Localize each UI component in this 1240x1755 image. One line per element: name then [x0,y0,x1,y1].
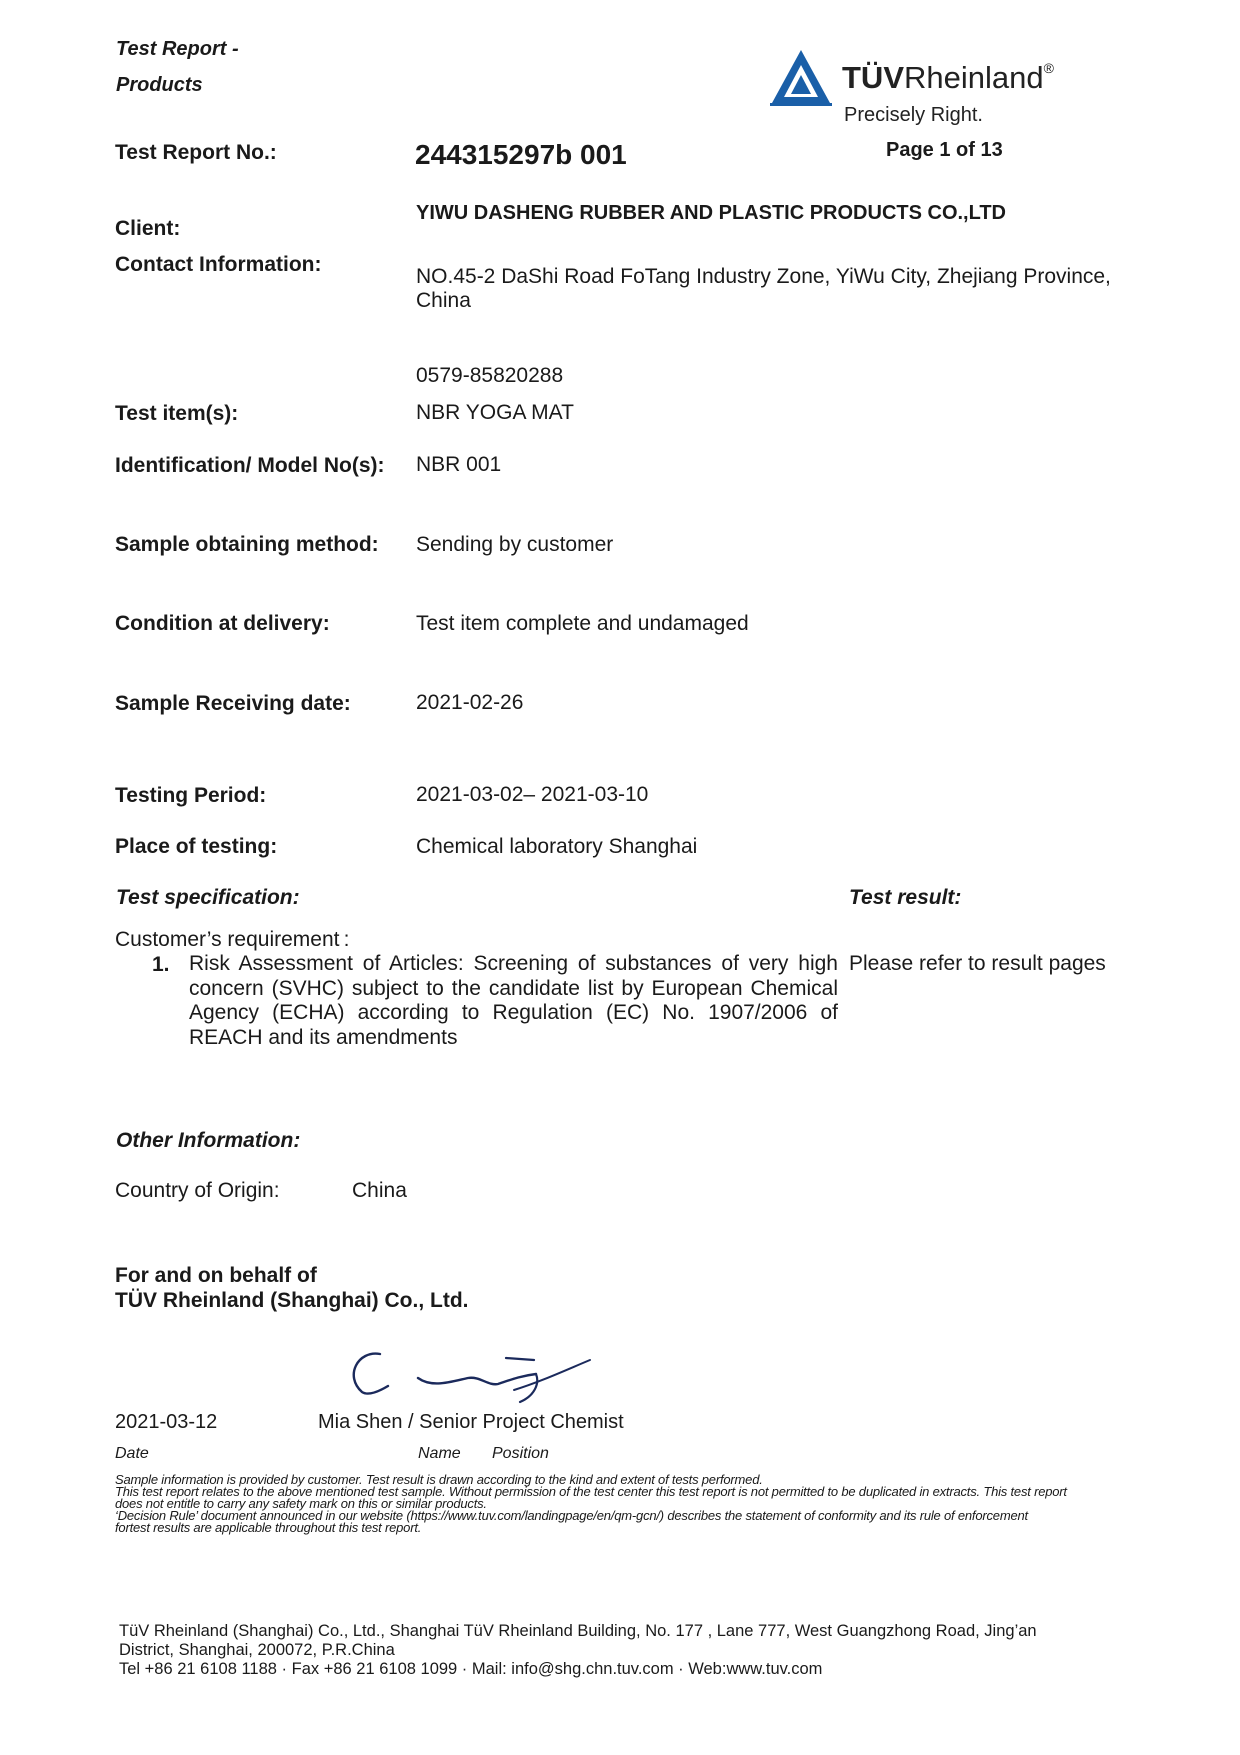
logo-wordmark [842,60,1054,96]
period-label: Testing Period: [115,784,267,807]
signoff-date: 2021-03-12 [115,1411,218,1433]
model-value: NBR 001 [416,453,502,476]
receiving-value: 2021-02-26 [416,691,524,714]
tuv-logo [770,48,1070,128]
other-info-heading: Other Information: [116,1129,301,1152]
signoff-signer: Mia Shen / Senior Project Chemist [318,1411,624,1433]
name-caption: Name [418,1445,461,1462]
result-heading: Test result: [849,886,962,909]
spec-heading: Test specification: [116,886,300,909]
doc-type-line2: Products [116,74,203,96]
test-items-value: NBR YOGA MAT [416,401,574,424]
origin-value: China [352,1179,407,1202]
contact-label: Contact Information: [115,253,322,276]
condition-label: Condition at delivery: [115,612,330,635]
disclaimer-line5: fortest results are applicable throughout this test report. [115,1520,422,1535]
footer-line1: TüV Rheinland (Shanghai) Co., Ltd., Shanghai TüV Rheinland Building, No. 177 , Lane 777, West Guangzhong Road, Jing’an [119,1622,1037,1640]
receiving-label: Sample Receiving date: [115,692,351,715]
place-value: Chemical laboratory Shanghai [416,835,698,858]
disclaimer-line4: ‘Decision Rule’ document announced in our website (https://www.tuv.com/landingpage/en/qm-gcn/) describes the statement of conformity and its rule of enforcement [115,1508,1028,1523]
footer-line2: District, Shanghai, 200072, P.R.China [119,1641,395,1659]
client-label: Client: [115,217,181,240]
period-value: 2021-03-02– 2021-03-10 [416,783,649,806]
logo-brand-rheinland: Rheinland [904,60,1044,95]
behalf-line2: TÜV Rheinland (Shanghai) Co., Ltd. [115,1289,469,1312]
test-items-label: Test item(s): [115,402,239,425]
spec-item-text: Risk Assessment of Articles: Screening of substances of very high concern (SVHC) subject to the candidate list by European Chemical Agency (ECHA) according to Regulation (EC) No. 1907/2006 of REACH and its amendments [189,952,838,1049]
page-indicator: Page 1 of 13 [886,139,1003,161]
address-line1: NO.45-2 DaShi Road FoTang Industry Zone, YiWu City, Zhejiang Province, [416,265,1111,288]
place-label: Place of testing: [115,835,278,858]
signature-image [340,1346,600,1404]
tuv-triangle-icon [770,48,832,106]
date-caption: Date [115,1445,149,1462]
disclaimer-line2: This test report relates to the above mentioned test sample. Without permission of the test center this test report is not permitted to be duplicated in extracts. This test report [115,1484,1067,1499]
doc-type-line1: Test Report - [116,38,239,60]
client-value: YIWU DASHENG RUBBER AND PLASTIC PRODUCTS CO.,LTD [416,202,1006,224]
customer-requirement: Customer’s requirement : [115,928,350,951]
report-no-label: Test Report No.: [115,141,277,164]
logo-brand-tuv: TÜV [842,60,904,95]
logo-registered: ® [1043,59,1054,76]
disclaimer-line3: does not entitle to carry any safety mark on this or similar products. [115,1496,487,1511]
spec-item-number: 1. [152,953,170,976]
spec-item-result: Please refer to result pages [849,952,1106,975]
model-label: Identification/ Model No(s): [115,454,385,477]
sample-method-label: Sample obtaining method: [115,533,379,556]
logo-tagline: Precisely Right. [844,104,983,126]
phone-value: 0579-85820288 [416,364,564,387]
sample-method-value: Sending by customer [416,533,614,556]
condition-value: Test item complete and undamaged [416,612,749,635]
position-caption: Position [492,1445,549,1462]
disclaimer-line1: Sample information is provided by customer. Test result is drawn according to the kind and extent of tests performed. [115,1472,763,1487]
report-no-value: 244315297b 001 [415,139,627,170]
address-line2: China [416,289,471,312]
footer-line3: Tel +86 21 6108 1188 · Fax +86 21 6108 1099 · Mail: info@shg.chn.tuv.com · Web:www.tuv.com [119,1660,823,1678]
behalf-line1: For and on behalf of [115,1264,317,1287]
origin-label: Country of Origin: [115,1179,280,1202]
